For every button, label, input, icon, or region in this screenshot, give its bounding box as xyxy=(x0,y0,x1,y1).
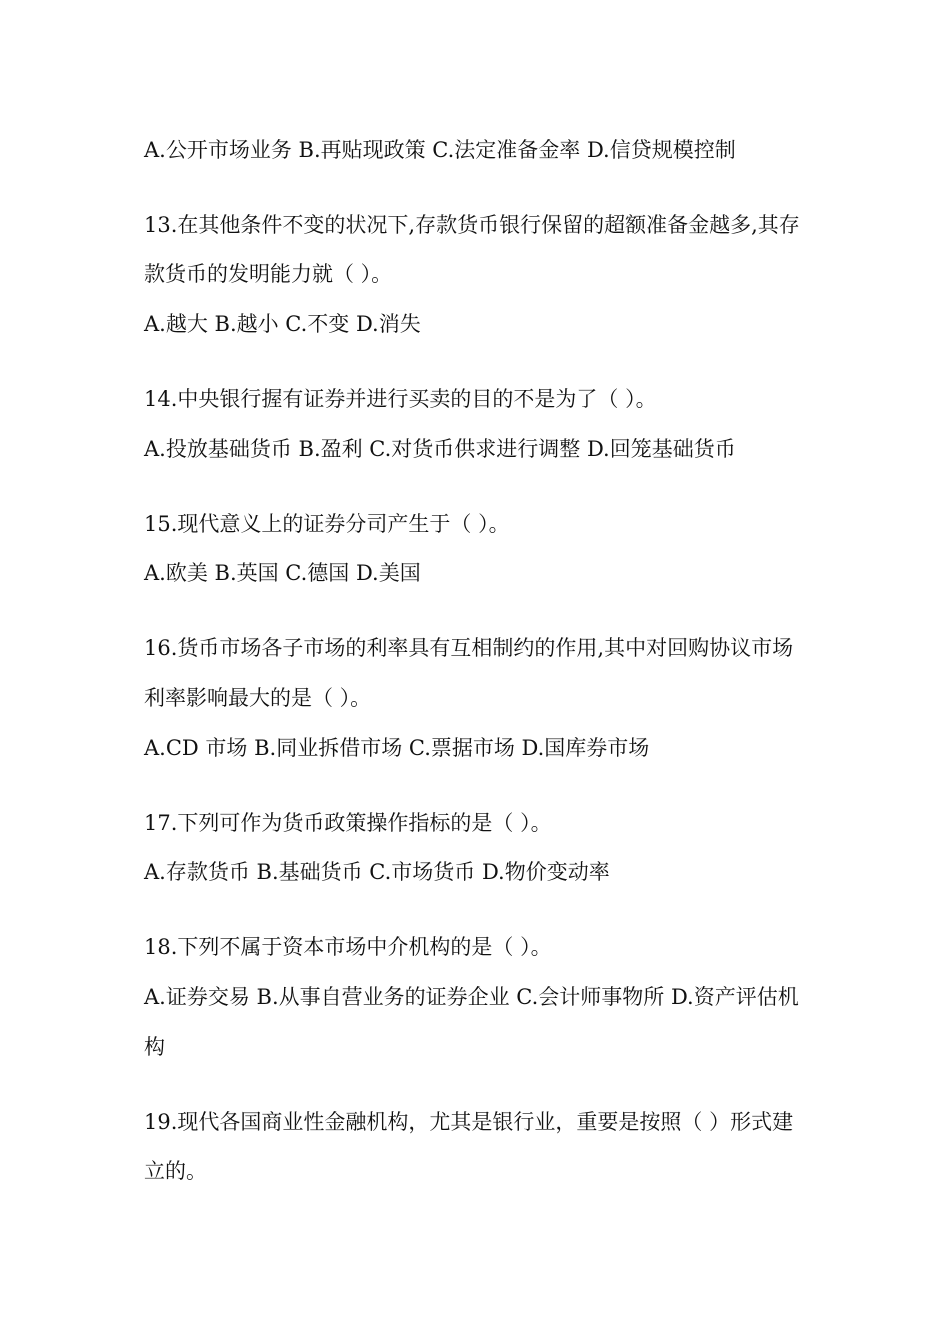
question-13-line-1: 13.在其他条件不变的状况下,存款货币银行保留的超额准备金越多,其存 xyxy=(144,213,800,237)
question-14: 14.中央银行握有证券并进行买卖的目的不是为了（ ）。 xyxy=(144,387,657,411)
question-19-line-1: 19.现代各国商业性金融机构，尤其是银行业，重要是按照（ ）形式建 xyxy=(144,1110,794,1134)
answer-options-15: A.欧美 B.英国 C.德国 D.美国 xyxy=(144,561,421,585)
question-19-line-2: 立的。 xyxy=(144,1159,207,1183)
answer-options-18-line-2: 构 xyxy=(144,1035,165,1059)
answer-options-12: A.公开市场业务 B.再贴现政策 C.法定准备金率 D.信贷规模控制 xyxy=(144,138,736,162)
answer-options-16: A.CD 市场 B.同业拆借市场 C.票据市场 D.国库券市场 xyxy=(144,736,650,760)
question-18: 18.下列不属于资本市场中介机构的是（ ）。 xyxy=(144,935,552,959)
answer-options-13: A.越大 B.越小 C.不变 D.消失 xyxy=(144,312,421,336)
answer-options-18-line-1: A.证券交易 B.从事自营业务的证券企业 C.会计师事物所 D.资产评估机 xyxy=(144,985,799,1009)
question-13-line-2: 款货币的发明能力就（ ）。 xyxy=(144,262,393,286)
question-16-line-2: 利率影响最大的是（ ）。 xyxy=(144,686,372,710)
answer-options-17: A.存款货币 B.基础货币 C.市场货币 D.物价变动率 xyxy=(144,860,610,884)
answer-options-14: A.投放基础货币 B.盈利 C.对货币供求进行调整 D.回笼基础货币 xyxy=(144,437,736,461)
question-15: 15.现代意义上的证券分司产生于（ ）。 xyxy=(144,512,510,536)
question-16-line-1: 16.货币市场各子市场的利率具有互相制约的作用,其中对回购协议市场 xyxy=(144,636,794,660)
question-17: 17.下列可作为货币政策操作指标的是（ ）。 xyxy=(144,811,552,835)
